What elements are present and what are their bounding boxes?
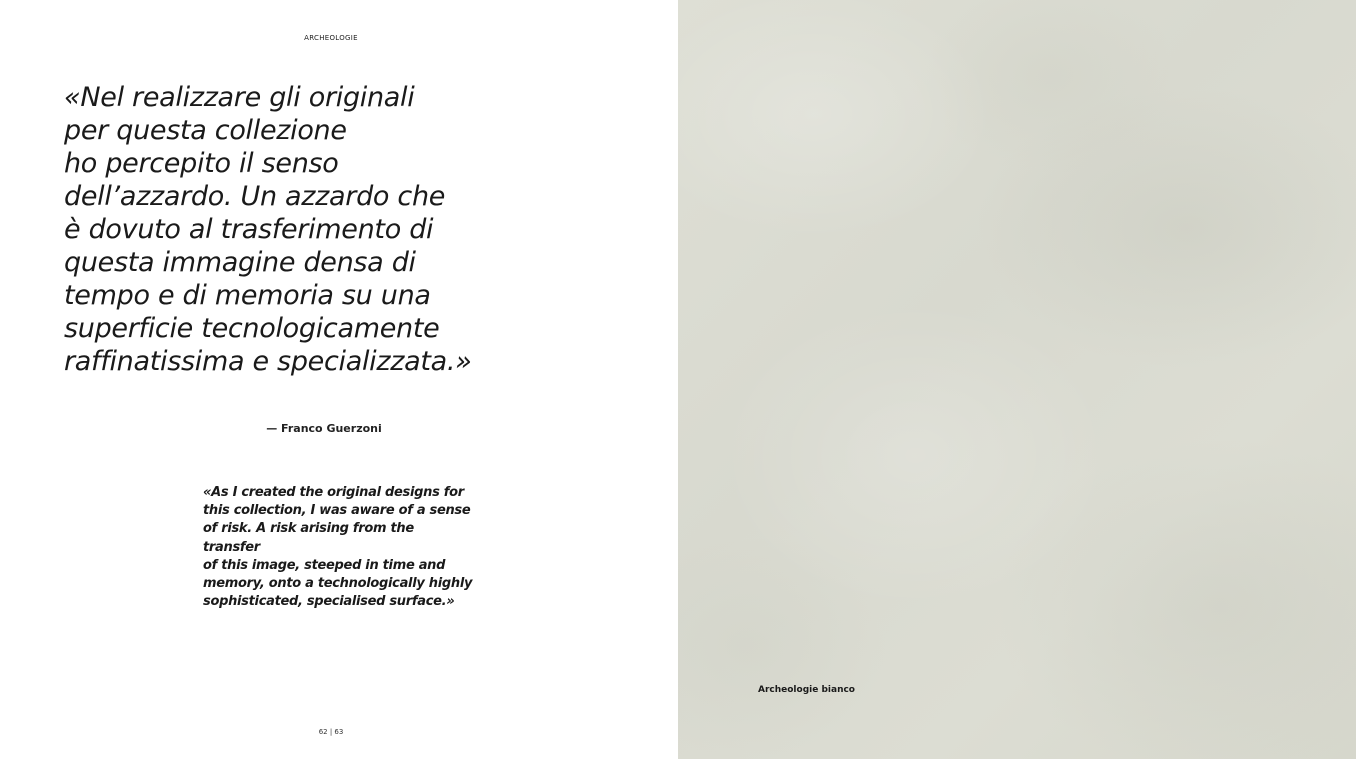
swatch-label: Archeologie bianco (758, 685, 855, 695)
running-head: ARCHEOLOGIE (304, 34, 358, 42)
page-numbers: 62 | 63 (318, 728, 344, 736)
texture-swatch-page (678, 0, 1356, 759)
quote-english: «As I created the original designs for this collection, I was aware of a sense of risk. A risk arising from the transfer of this image, steeped in time and memory, onto a technologically highly sophisticated, specialised surface.» (203, 485, 473, 610)
quote-italian: «Nel realizzare gli originali per questa collezione ho percepito il senso dell’azzardo. Un azzardo che è dovuto al trasferimento di questa immagine densa di tempo e di memoria su una superficie tecnologicamente raffinatissima e specializzata.» (64, 82, 472, 377)
quote-author: — Franco Guerzoni (266, 422, 382, 435)
